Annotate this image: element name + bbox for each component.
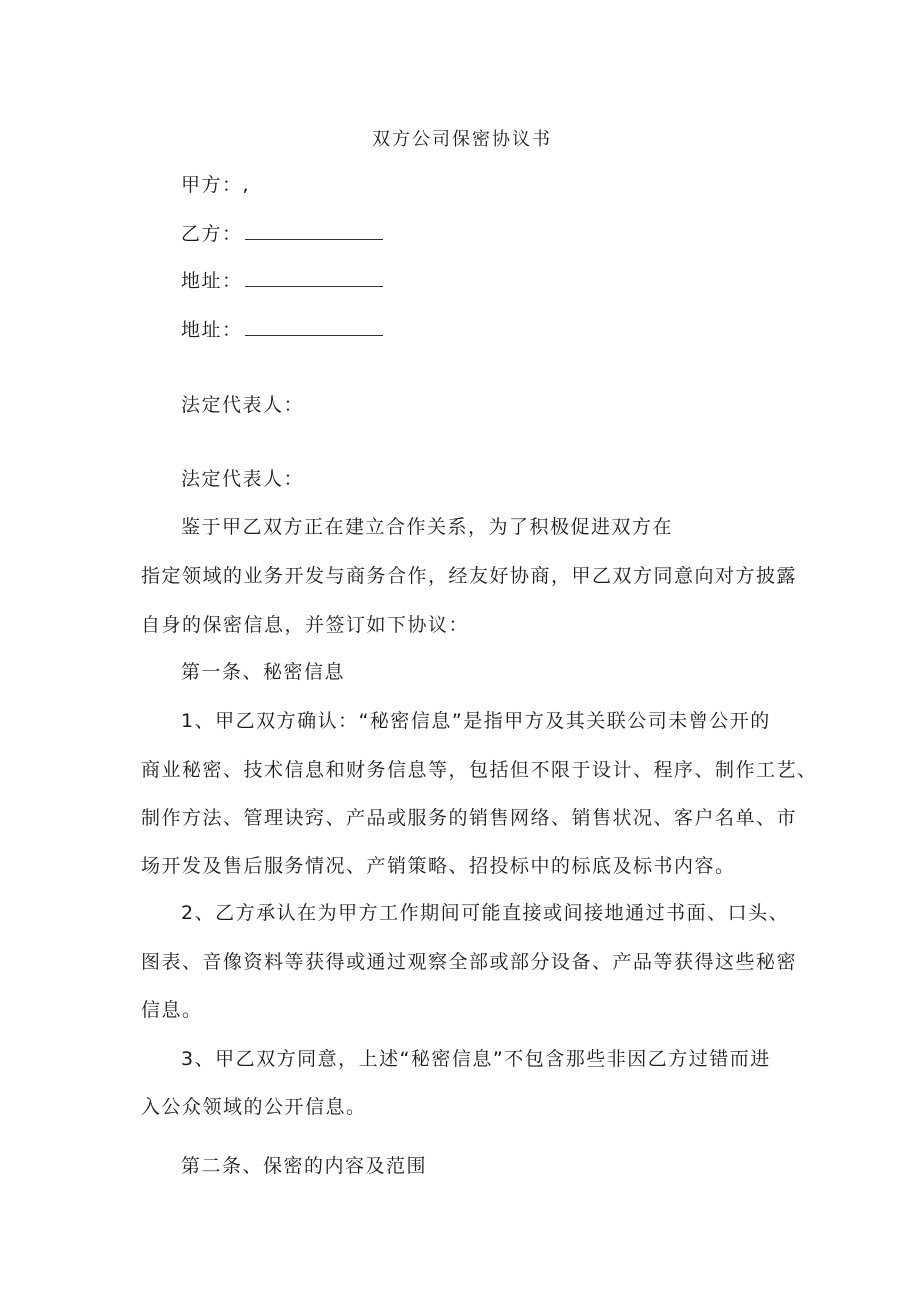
clause2-line-3: 信息。 xyxy=(141,999,203,1021)
clause2-line-2: 图表、音像资料等获得或通过观察全部或部分设备、产品等获得这些秘密 xyxy=(141,951,798,973)
party-a-line xyxy=(181,172,250,198)
clause1-line-4: 场开发及售后服务情况、产销策略、招投标中的标底及标书内容。 xyxy=(141,855,736,877)
article2-heading: 第二条、保密的内容及范围 xyxy=(181,1155,428,1177)
document-title: 双方公司保密协议书 xyxy=(372,129,552,150)
party-b-label: 乙方： xyxy=(181,223,243,245)
address-line-1 xyxy=(181,268,383,294)
address-blank-1 xyxy=(245,268,383,287)
address-label-2: 地址： xyxy=(181,319,243,341)
address-blank-2 xyxy=(245,317,383,336)
article1-heading: 第一条、秘密信息 xyxy=(181,661,346,683)
legal-rep-2: 法定代表人： xyxy=(181,468,305,490)
clause1-line-1: 1、甲乙双方确认：“秘密信息”是指甲方及其关联公司未曾公开的 xyxy=(181,710,771,732)
preamble-line-2: 指定领域的业务开发与商务合作，经友好协商，甲乙双方同意向对方披露 xyxy=(141,565,798,587)
clause3-line-2: 入公众领域的公开信息。 xyxy=(141,1096,367,1118)
legal-rep-1: 法定代表人： xyxy=(181,394,305,416)
preamble-line-3: 自身的保密信息，并签订如下协议： xyxy=(141,614,470,636)
party-b-line xyxy=(181,221,383,247)
party-b-blank xyxy=(245,221,383,240)
clause1-line-3: 制作方法、管理诀窍、产品或服务的销售网络、销售状况、客户名单、市 xyxy=(141,807,798,829)
preamble-line-1: 鉴于甲乙双方正在建立合作关系，为了积极促进双方在 xyxy=(181,516,674,538)
address-label-1: 地址： xyxy=(181,270,243,292)
clause2-line-1: 2、乙方承认在为甲方工作期间可能直接或间接地通过书面、口头、 xyxy=(181,902,790,924)
party-a-label: 甲方：, xyxy=(181,174,251,196)
clause3-line-1: 3、甲乙双方同意，上述“秘密信息”不包含那些非因乙方过错而进 xyxy=(181,1048,771,1070)
address-line-2 xyxy=(181,317,383,343)
clause1-line-2: 商业秘密、技术信息和财务信息等，包括但不限于设计、程序、制作工艺、 xyxy=(141,759,818,781)
